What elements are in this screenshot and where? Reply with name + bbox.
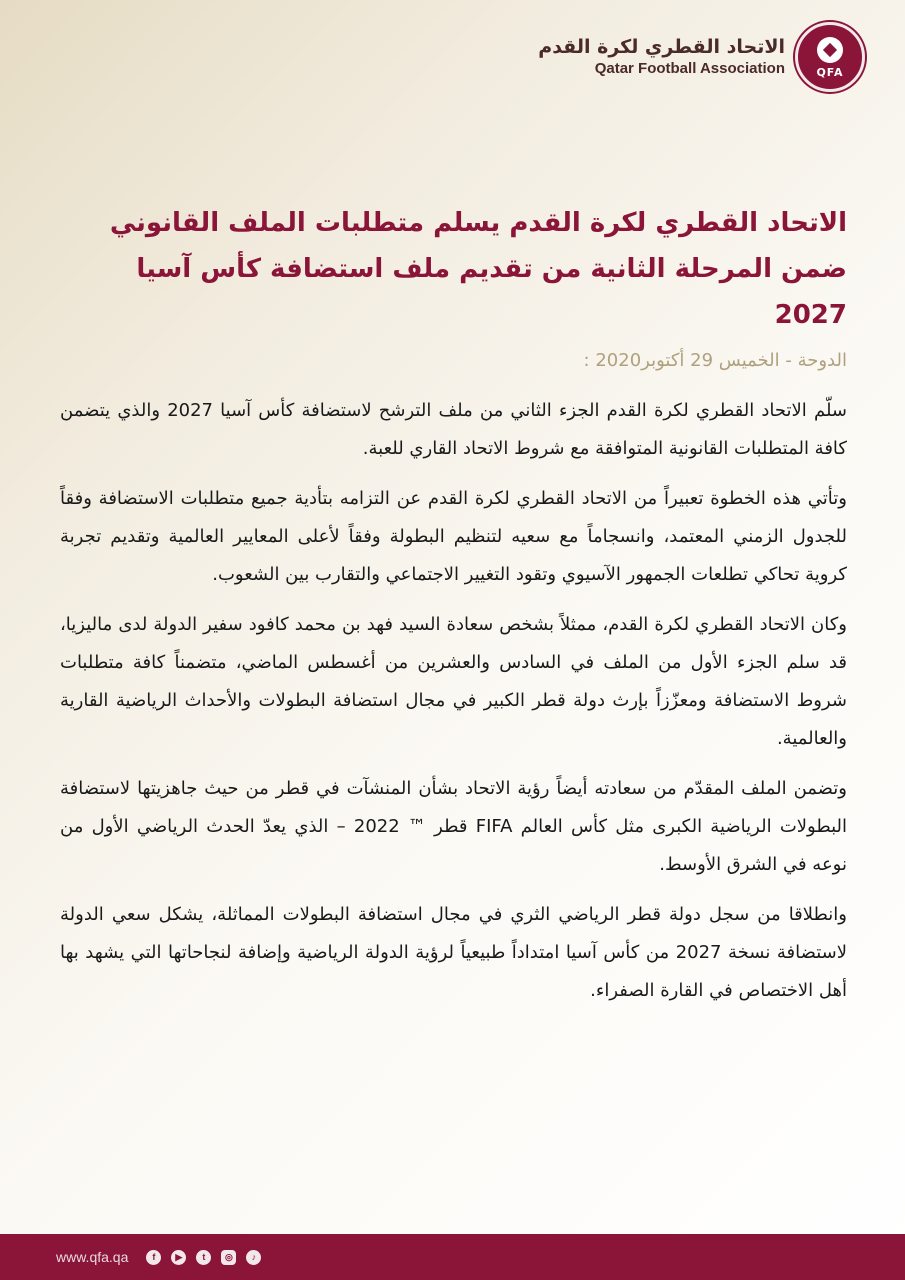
football-icon (817, 37, 843, 63)
website-link[interactable]: www.qfa.qa (56, 1249, 129, 1265)
article-dateline: الدوحة - الخميس 29 أكتوبر2020 : (583, 350, 847, 371)
org-name-english: Qatar Football Association (594, 60, 785, 77)
page-header (538, 22, 865, 92)
article-paragraph: وتضمن الملف المقدّم من سعادته أيضاً رؤية الاتحاد بشأن المنشآت في قطر من حيث جاهزيتها لاستضافة البطولات الرياضية الكبرى مثل كأس العالم FIFA قطر ™ 2022 – الذي يعدّ الحدث الرياضي الأول من نوعه في الشرق الأوسط. (60, 778, 848, 875)
instagram-icon[interactable]: ◎ (221, 1250, 236, 1265)
tiktok-icon[interactable]: ♪ (246, 1250, 261, 1265)
article-paragraph: وانطلاقا من سجل دولة قطر الرياضي الثري في مجال استضافة البطولات المماثلة، يشكل سعي الدولة لاستضافة نسخة 2027 من كأس آسيا امتداداً طبيعياً لرؤية الدولة الرياضية وإضافة لنجاحاتها التي يشهد بها أهل الاختصاص في القارة الصفراء. (60, 904, 847, 1001)
article-title: الاتحاد القطري لكرة القدم يسلم متطلبات الملف القانوني ضمن المرحلة الثانية من تقديم ملف استضافة كأس آسيا 2027 (109, 208, 847, 330)
org-name-arabic: الاتحاد القطري لكرة القدم (538, 36, 785, 58)
article-paragraph: وتأتي هذه الخطوة تعبيراً من الاتحاد القطري لكرة القدم عن التزامه بتأدية جميع متطلبات الاستضافة وفقاً للجدول الزمني المعتمد، وانسجاماً مع سعيه لتنظيم البطولة وفقاً لأعلى المعايير العالمية وتقديم تجربة كروية تحاكي تطلعات الجمهور الآسيوي وتقود التغيير الاجتماعي والتقارب بين الشعوب. (60, 488, 847, 585)
press-release (60, 200, 847, 1022)
article-paragraph: سلّم الاتحاد القطري لكرة القدم الجزء الثاني من ملف الترشح لاستضافة كأس آسيا 2027 والذي يتضمن كافة المتطلبات القانونية المتوافقة مع شروط الاتحاد القاري للعبة. (60, 400, 847, 459)
footer-bar (0, 1234, 905, 1280)
article-paragraph: وكان الاتحاد القطري لكرة القدم، ممثلاً بشخص سعادة السيد فهد بن محمد كافود سفير الدولة لدى ماليزيا، قد سلم الجزء الأول من الملف في السادس والعشرين من أغسطس الماضي، متضمناً كافة متطلبات شروط الاستضافة ومعزّزاً بإرث دولة قطر الكبير في مجال استضافة البطولات والأحداث الرياضية القارية والعالمية. (60, 614, 847, 749)
logo-text: QFA (816, 66, 844, 79)
twitter-icon[interactable]: t (196, 1250, 211, 1265)
qfa-logo (795, 22, 865, 92)
youtube-icon[interactable]: ▶ (171, 1250, 186, 1265)
org-name (538, 35, 785, 79)
facebook-icon[interactable]: f (146, 1250, 161, 1265)
